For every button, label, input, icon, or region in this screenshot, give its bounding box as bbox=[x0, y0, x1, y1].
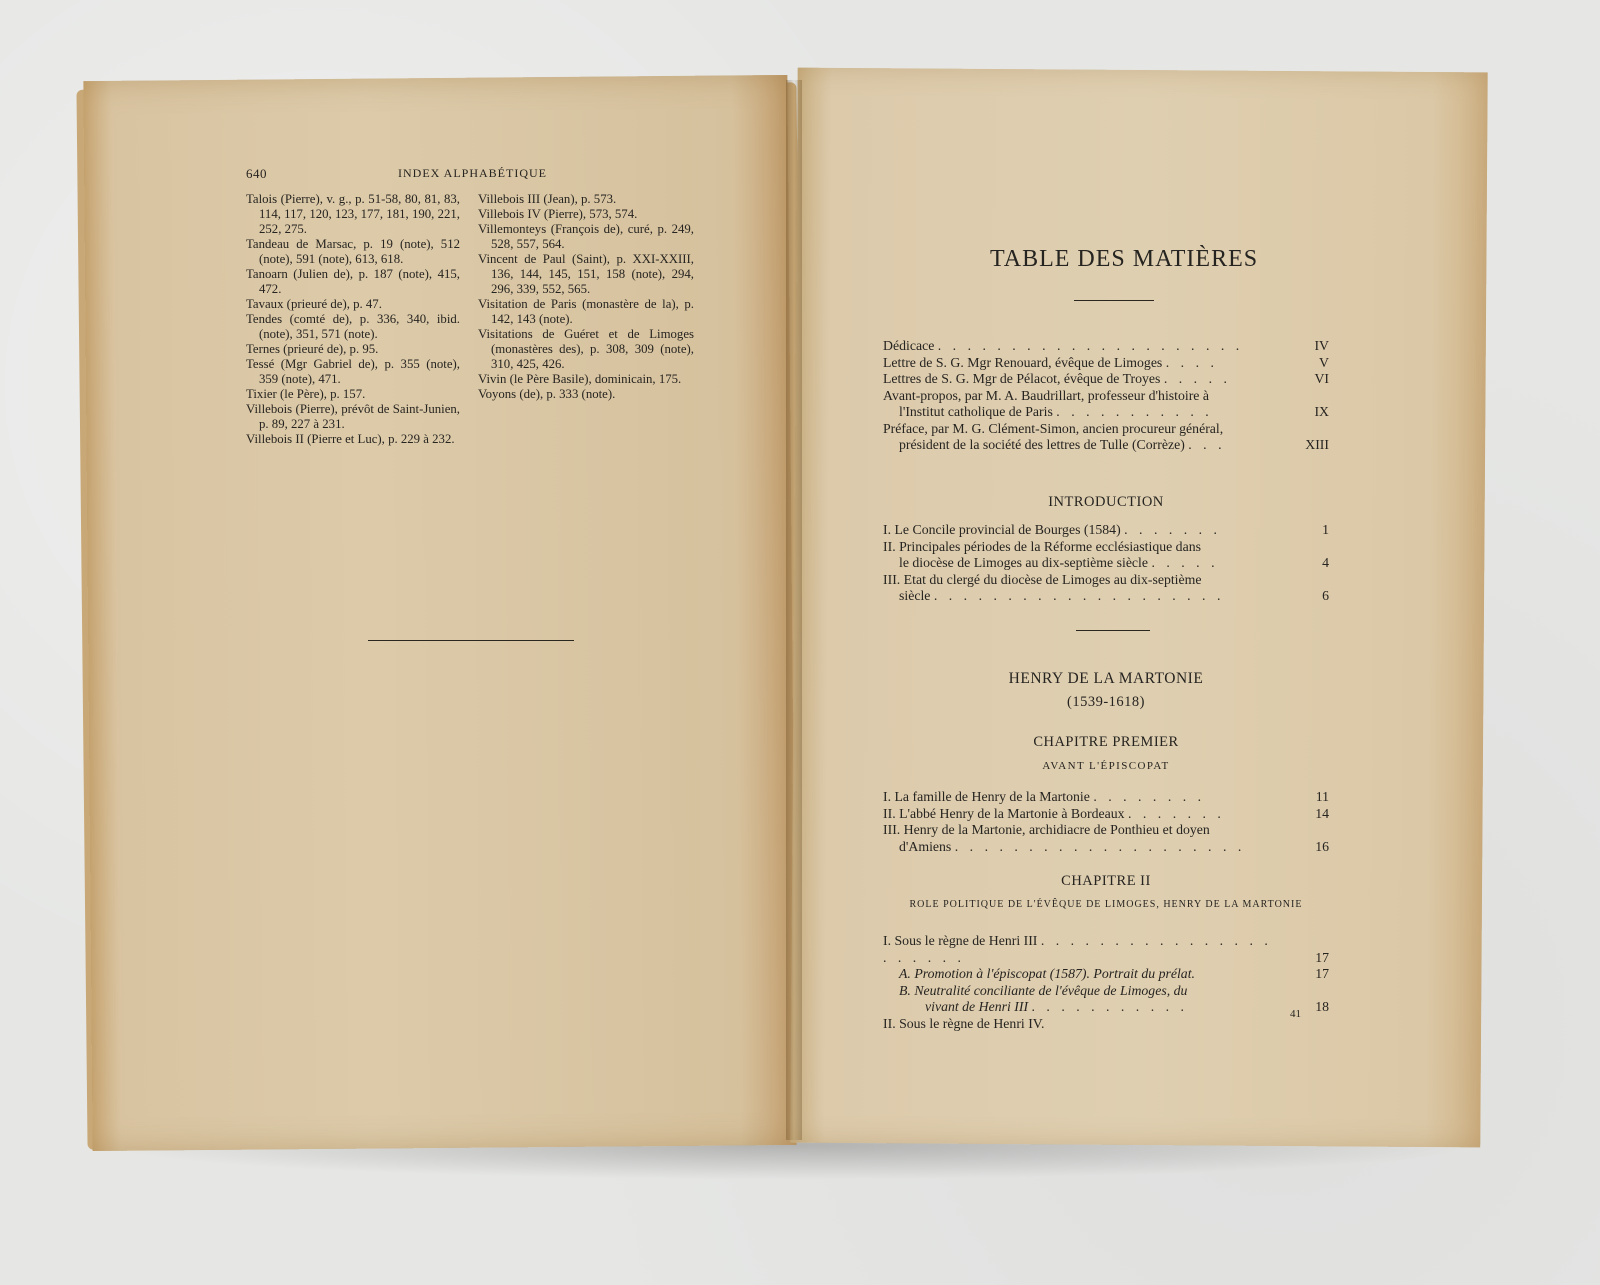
index-entry: Villebois IV (Pierre), 573, 574. bbox=[478, 207, 638, 221]
toc-row-continuation: président de la société des lettres de Tulle (Corrèze) bbox=[899, 437, 1185, 452]
index-entry: Tendes (comté de), p. 336, 340, ibid. (note), 351, 571 (note). bbox=[246, 312, 460, 341]
toc-row: III. Henry de la Martonie, archidiacre de Ponthieu et doyen d'Amiens . . . . . . . . . . . . . . . . . . . . 16 bbox=[883, 822, 1329, 854]
toc-row-page: 14 bbox=[1315, 805, 1329, 821]
book-gutter bbox=[786, 80, 802, 1140]
chapter2-heading: CHAPITRE II bbox=[1061, 873, 1151, 889]
toc-row: II. Principales périodes de la Réforme ecclésiastique dans le diocèse de Limoges au dix-septième siècle . . . . . 4 bbox=[883, 538, 1329, 570]
index-column-1 bbox=[246, 192, 460, 447]
toc-row: I. La famille de Henry de la Martonie . . . . . . . . 11 bbox=[883, 789, 1329, 804]
toc-row-page: 11 bbox=[1315, 789, 1329, 804]
front-matter-list bbox=[883, 338, 1329, 454]
left-page-number: 640 bbox=[246, 166, 267, 181]
toc-row: Avant-propos, par M. A. Baudrillart, professeur d'histoire à l'Institut catholique de Paris . . . . . . . . . . . IX bbox=[883, 387, 1329, 419]
toc-row: B. Neutralité conciliante de l'évêque de Limoges, du vivant de Henri III . . . . . . . . . . . 18 bbox=[899, 982, 1329, 1014]
toc-row bbox=[883, 1016, 1329, 1033]
index-entry: Villebois II (Pierre et Luc), p. 229 à 232. bbox=[246, 432, 455, 446]
toc-row-text: A. Promotion à l'épiscopat (1587). Portrait du prélat. bbox=[899, 966, 1195, 981]
chapter1-subheading: AVANT L'ÉPISCOPAT bbox=[1042, 760, 1170, 772]
toc-row-text: Avant-propos, par M. A. Baudrillart, professeur d'histoire à bbox=[883, 387, 1209, 403]
toc-row: Lettre de S. G. Mgr Renouard, évêque de Limoges . . . . V bbox=[883, 354, 1329, 370]
toc-row-text: B. Neutralité conciliante de l'évêque de Limoges, du bbox=[899, 982, 1188, 998]
title-rule bbox=[1074, 300, 1154, 301]
toc-row-page: 18 bbox=[1315, 999, 1329, 1014]
toc-row-text: Préface, par M. G. Clément-Simon, ancien procureur général, bbox=[883, 420, 1224, 436]
index-column-2 bbox=[478, 192, 694, 402]
toc-row bbox=[883, 966, 1329, 983]
toc-row: I. Sous le règne de Henri III . . . . . . . . . . . . . . . . . . . . . . 17 bbox=[883, 933, 1329, 965]
index-entry: Voyons (de), p. 333 (note). bbox=[478, 387, 616, 401]
toc-row-page: 16 bbox=[1315, 838, 1329, 854]
toc-row-continuation: d'Amiens bbox=[899, 838, 952, 854]
toc-row-continuation: le diocèse de Limoges au dix-septième siècle bbox=[899, 555, 1149, 570]
toc-row-text: Lettres de S. G. Mgr de Pélacot, évêque de Troyes bbox=[883, 371, 1161, 386]
toc-row-text: I. Le Concile provincial de Bourges (1584) bbox=[883, 522, 1121, 537]
toc-row-text: II. L'abbé Henry de la Martonie à Bordeaux bbox=[883, 805, 1125, 821]
toc-row-text: II. Principales périodes de la Réforme ecclésiastique dans bbox=[883, 538, 1201, 554]
toc-row-page: 17 bbox=[1315, 949, 1329, 965]
section-rule bbox=[1076, 630, 1150, 631]
chapter1-heading: CHAPITRE PREMIER bbox=[1033, 734, 1179, 750]
toc-row: I. Le Concile provincial de Bourges (1584) . . . . . . . 1 bbox=[883, 522, 1329, 537]
toc-row-continuation: siècle bbox=[899, 588, 931, 603]
toc-row-text: III. Henry de la Martonie, archidiacre de Ponthieu et doyen bbox=[883, 822, 1210, 837]
chapter2-list bbox=[883, 933, 1329, 1032]
toc-row-text: III. Etat du clergé du diocèse de Limoges au dix-septième bbox=[883, 571, 1202, 587]
index-entry: Tanoarn (Julien de), p. 187 (note), 415, 472. bbox=[246, 267, 460, 296]
chapter2-subheading: ROLE POLITIQUE DE L'ÉVÊQUE DE LIMOGES, HENRY DE LA MARTONIE bbox=[909, 899, 1303, 910]
toc-row-page: VI bbox=[1314, 371, 1329, 386]
index-entry: Villemonteys (François de), curé, p. 249, 528, 557, 564. bbox=[478, 222, 694, 251]
index-entry: Tandeau de Marsac, p. 19 (note), 512 (note), 591 (note), 613, 618. bbox=[246, 237, 460, 266]
introduction-heading: INTRODUCTION bbox=[1048, 494, 1164, 510]
chapter1-list bbox=[883, 789, 1329, 855]
toc-row: II. L'abbé Henry de la Martonie à Bordeaux . . . . . . . 14 bbox=[883, 805, 1329, 821]
toc-row-text: Dédicace bbox=[883, 338, 935, 353]
toc-row-page: IV bbox=[1314, 338, 1329, 353]
toc-row-page: 4 bbox=[1322, 555, 1329, 570]
toc-row-page: V bbox=[1319, 354, 1329, 370]
toc-row: III. Etat du clergé du diocèse de Limoges au dix-septième siècle . . . . . . . . . . . . . . . . . . . . 6 bbox=[883, 571, 1329, 603]
toc-row-continuation: vivant de Henri III bbox=[925, 999, 1029, 1014]
toc-row-page: IX bbox=[1314, 404, 1329, 419]
toc-row-page: XIII bbox=[1305, 437, 1329, 452]
index-entry: Visitations de Guéret et de Limoges (monastères des), p. 308, 309 (note), 310, 425, 426. bbox=[478, 327, 694, 371]
signature-mark: 41 bbox=[1290, 1008, 1301, 1020]
toc-row-text: Lettre de S. G. Mgr Renouard, évêque de Limoges bbox=[883, 354, 1163, 370]
part-title: HENRY DE LA MARTONIE bbox=[1008, 670, 1204, 687]
index-entry: Vincent de Paul (Saint), p. XXI-XXIII, 136, 144, 145, 151, 158 (note), 294, 296, 339, 552, 565. bbox=[478, 252, 694, 296]
index-entry: Talois (Pierre), v. g., p. 51-58, 80, 81, 83, 114, 117, 120, 123, 177, 181, 190, 221, 252, 275. bbox=[246, 192, 460, 236]
index-entry: Vivin (le Père Basile), dominicain, 175. bbox=[478, 372, 682, 386]
toc-row-text: I. La famille de Henry de la Martonie bbox=[883, 789, 1090, 804]
part-dates: (1539-1618) bbox=[1067, 694, 1145, 710]
index-entry: Tavaux (prieuré de), p. 47. bbox=[246, 297, 382, 311]
toc-row: Préface, par M. G. Clément-Simon, ancien procureur général, président de la société des lettres de Tulle (Corrèze) . . . XIII bbox=[883, 420, 1329, 452]
toc-row: Dédicace . . . . . . . . . . . . . . . . . . . . . IV bbox=[883, 338, 1329, 353]
toc-row-text: I. Sous le règne de Henri III bbox=[883, 933, 1038, 948]
index-entry: Tessé (Mgr Gabriel de), p. 355 (note), 359 (note), 471. bbox=[246, 357, 460, 386]
introduction-list bbox=[883, 522, 1329, 605]
toc-row: Lettres de S. G. Mgr de Pélacot, évêque de Troyes . . . . . VI bbox=[883, 371, 1329, 386]
toc-row-continuation: l'Institut catholique de Paris bbox=[899, 404, 1053, 419]
index-entry: Villebois III (Jean), p. 573. bbox=[478, 192, 617, 206]
index-entry: Villebois (Pierre), prévôt de Saint-Junien, p. 89, 227 à 231. bbox=[246, 402, 460, 431]
toc-row-text: II. Sous le règne de Henri IV. bbox=[883, 1015, 1045, 1031]
index-entry: Visitation de Paris (monastère de la), p. 142, 143 (note). bbox=[478, 297, 694, 326]
end-rule bbox=[368, 640, 574, 641]
index-entry: Ternes (prieuré de), p. 95. bbox=[246, 342, 379, 356]
toc-row-page: 6 bbox=[1322, 588, 1329, 603]
toc-title: TABLE DES MATIÈRES bbox=[990, 246, 1259, 272]
index-entry: Tixier (le Père), p. 157. bbox=[246, 387, 366, 401]
toc-row-page: 1 bbox=[1322, 522, 1329, 537]
running-head-title: INDEX ALPHABÉTIQUE bbox=[398, 166, 547, 180]
toc-row-page: 17 bbox=[1315, 966, 1329, 981]
